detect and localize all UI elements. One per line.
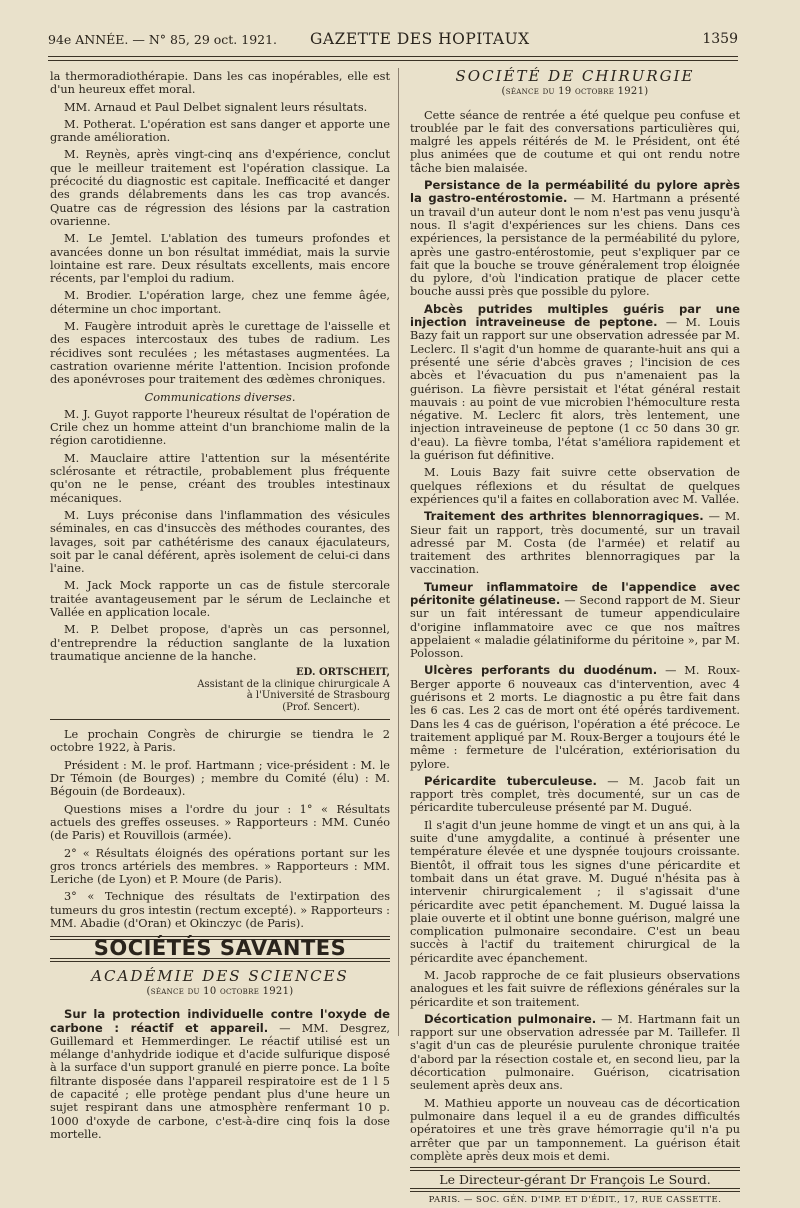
paragraph: la thermoradiothérapie. Dans les cas inopérables, elle est d'un heureux effet moral.	[50, 70, 390, 97]
article-body: — M. Hartmann fait un rapport sur une observation adressée par M. Taillefer. Il s'agit d'un cas de pleurésie purulente chronique traitée d'abord par la résection costale et, en second lieu, par la décortication pulmonaire. Guérison, cicatrisation seulement après deux ans.	[410, 1012, 740, 1093]
subsection-heading: Communications diverses.	[144, 390, 296, 404]
paragraph: M. J. Guyot rapporte l'heureux résultat de l'opération de Crile chez un homme atteint d'un branchiome malin de la région carotidienne.	[50, 407, 390, 448]
paragraph: Président : M. le prof. Hartmann ; vice-président : M. le Dr Témoin (de Bourges) ; membre du Comité (élu) : M. Bégouin (de Bordeaux).	[50, 758, 390, 799]
paragraph: M. Le Jemtel. L'ablation des tumeurs profondes et avancées donne un bon résultat immédiat, mais la survie lointaine est rare. Deux résultats excellents, mais encore récents, par l'emploi du radium.	[50, 232, 390, 286]
director-line: Le Directeur-gérant Dr François Le Sourd.	[439, 1172, 711, 1188]
paragraph: M. Jacob rapproche de ce fait plusieurs observations analogues et les fait suivre de réflexions générales sur la péricardite et son traitement.	[410, 969, 740, 1009]
society-title: ACADÉMIE DES SCIENCES	[91, 966, 349, 985]
paragraph: M. Luys préconise dans l'inflammation des vésicules séminales, en cas d'insuccès des méthodes courantes, des lavages, soit par cathétérisme des canaux éjaculateurs, soit par le canal déférent, après isolement de celui-ci dans l'aine.	[50, 508, 390, 576]
article-title: Tumeur inflammatoire de l'appendice avec péritonite gélatineuse.	[410, 579, 740, 607]
paragraph: M. Mathieu apporte un nouveau cas de décortication pulmonaire dans lequel il a eu de grandes difficultés opératoires et une très grave hémorragie qu'il n'a pu arrêter que par un tamponnement. La guérison était complète après deux mois et demi.	[410, 1096, 740, 1163]
article-title: Ulcères perforants du duodénum.	[424, 663, 658, 678]
article	[410, 775, 740, 815]
paragraph: Il s'agit d'un jeune homme de vingt et un ans qui, à la suite d'une amygdalite, a continué à présenter une température élevée et une dyspnée toujours croissante. Bientôt, il offrait tous les signes d'une péricardite et tombait dans un état grave. M. Dugué n'hésita pas à intervenir chirurgicalement ; il s'agissait d'une péricardite avec petit épanchement. M. Dugué laissa la plaie ouverte et il obtint une bonne guérison, malgré une complication pulmonaire secondaire. C'est un beau succès à l'actif du traitement chirurgical de la péricardite avec épanchement.	[410, 818, 740, 965]
article	[410, 581, 740, 661]
section-title: SOCIÉTÉS SAVANTES	[93, 936, 347, 961]
article-title: Décortication pulmonaire.	[424, 1011, 597, 1026]
paragraph: M. Brodier. L'opération large, chez une femme âgée, détermine un choc important.	[50, 289, 390, 316]
left-column	[50, 70, 390, 1145]
article	[50, 1008, 390, 1141]
article-title: Péricardite tuberculeuse.	[424, 773, 597, 788]
page-header	[48, 30, 738, 52]
printer-line: PARIS. — SOC. GÉN. D'IMP. ET D'ÉDIT., 17, RUE CASSETTE.	[428, 1195, 722, 1206]
signature-line: Assistant de la clinique chirurgicale A	[197, 678, 390, 690]
article-body: — M. Sieur fait un rapport, très documenté, sur un travail adressé par M. Costa (de l'armée) et relatif au traitement des arthrites blennorragiques par la vaccination.	[410, 510, 740, 577]
header-rule	[48, 56, 738, 57]
header-rule-2	[48, 60, 738, 61]
article-title: Abcès putrides multiples guéris par une injection intraveineuse de peptone.	[410, 301, 740, 330]
right-column	[410, 67, 741, 1208]
paragraph: 2° « Résultats éloignés des opérations portant sur les gros troncs artériels des membres. » Rapporteurs : MM. Leriche (de Lyon) et P. Moure (de Paris).	[50, 846, 390, 887]
article	[410, 664, 740, 770]
column-divider	[398, 68, 399, 1036]
signature-name: ED. ORTSCHEIT,	[296, 667, 390, 679]
paragraph: M. Potherat. L'opération est sans danger et apporte une grande amélioration.	[50, 117, 390, 145]
article	[410, 1013, 740, 1093]
paragraph: M. Louis Bazy fait suivre cette observation de quelques réflexions et du résultat de quelques expériences qu'il a faites en collaboration avec M. Vallée.	[410, 466, 740, 506]
signature-line: à l'Université de Strasbourg	[246, 690, 390, 702]
paragraph: Cette séance de rentrée a été quelque peu confuse et troublée par le fait des conversations particulières qui, malgré les appels réitérés de M. le Président, ont été plus animées que de coutume et qui ont rendu notre tâche bien malaisée.	[410, 108, 740, 175]
article-title: Sur la protection individuelle contre l'oxyde de carbone : réactif et appareil.	[50, 1007, 390, 1035]
signature-line: (Prof. Sencert).	[282, 701, 360, 713]
article-body: — M. Roux-Berger apporte 6 nouveaux cas d'intervention, avec 4 guérisons et 2 morts. Le diagnostic a pu être fait dans les 6 cas. Les 2 cas de mort ont été opérés tardivement. Dans les 4 cas de guérison, l'opération a été précoce. Le traitement appliqué par M. Roux-Berger a toujours été le même : fermeture de l'ulcération, extériorisation du pylore.	[410, 664, 740, 771]
journal-title: GAZETTE DES HOPITAUX	[310, 30, 530, 48]
footer-rule	[410, 1167, 740, 1171]
article-title: Traitement des arthrites blennorragiques.	[424, 509, 704, 524]
footer-rule	[410, 1188, 740, 1192]
paragraph: M. Faugère introduit après le curettage de l'aisselle et des espaces intercostaux des tubes de radium. Les récidives sont reculées ; les métastases augmentées. La castration ovarienne mérite l'attention. Incision profonde des aponévroses pour traitement des œdèmes chroniques.	[50, 320, 390, 387]
article-title: Persistance de la perméabilité du pylore après la gastro-entérostomie.	[410, 178, 740, 206]
article-body: — M. Hartmann a présenté un travail d'un auteur dont le nom n'est pas venu jusqu'à nous. Il s'agit d'expériences sur les chiens. Dans ces expériences, la persistance de la perméabilité du pylore, après une gastro-entérostomie, peut s'expliquer par ce fait que la bouche se trouve généralement trop éloignée du pylore, d'où l'indication pratique de placer cette bouche aussi près que possible du pylore.	[410, 192, 740, 299]
seance-date: (séance du 10 octobre 1921)	[146, 985, 294, 997]
article	[410, 303, 740, 463]
paragraph: Le prochain Congrès de chirurgie se tiendra le 2 octobre 1922, à Paris.	[50, 728, 390, 755]
paragraph: M. Mauclaire attire l'attention sur la mésentérite sclérosante et rétractile, probablement plus fréquente qu'on ne le pense, créant des troubles intestinaux mécaniques.	[50, 451, 390, 505]
paragraph: Questions mises a l'ordre du jour : 1° « Résultats actuels des greffes osseuses. » Rapporteurs : MM. Cunéo (de Paris) et Rouvillois (armée).	[50, 802, 390, 843]
article	[410, 510, 740, 576]
seance-date: (séance du 19 octobre 1921)	[501, 86, 649, 98]
separator	[50, 719, 390, 720]
society-title: SOCIÉTÉ DE CHIRURGIE	[455, 67, 695, 85]
paragraph: M. Reynès, après vingt-cinq ans d'expérience, conclut que le meilleur traitement est l'opération classique. La précocité du diagnostic est capitale. Inefficacité et danger des grands délabrements dans les cas trop avancés. Quatre cas de régression des lésions par la castration ovarienne.	[50, 148, 390, 228]
article	[410, 179, 740, 299]
article-body: — M. Jacob fait un rapport très complet, très documenté, sur un cas de péricardite tuberculeuse présenté par M. Dugué.	[410, 774, 741, 815]
issue-info: 94e ANNÉE. — N° 85, 29 oct. 1921.	[48, 32, 278, 47]
paragraph: M. Jack Mock rapporte un cas de fistule stercorale traitée avantageusement par le sérum de Leclainche et Vallée en application locale.	[50, 579, 390, 619]
page-number: 1359	[702, 31, 738, 47]
article-body: — M. Louis Bazy fait un rapport sur une observation adressée par M. Leclerc. Il s'agit d'un homme de quarante-huit ans qui a présenté une série d'abcès graves ; l'incision de ces abcès et l'évacuation du pus n'amenaient pas la guérison. La fièvre persistait et l'état général restait mauvais : au point de vue microbien l'hémoculture resta négative. M. Leclerc fit alors, très lentement, une injection intraveineuse de peptone (1 cc 50 dans 30 gr. d'eau). La fièvre tomba, l'état s'améliora rapidement et la guérison fut définitive.	[410, 316, 740, 463]
author-signature	[50, 667, 390, 713]
paragraph: MM. Arnaud et Paul Delbet signalent leurs résultats.	[64, 100, 368, 114]
paragraph: 3° « Technique des résultats de l'extirpation des tumeurs du gros intestin (rectum excepté). » Rapporteurs : MM. Abadie (d'Oran) et Okinczyc (de Paris).	[50, 890, 390, 931]
article-body: — MM. Desgrez, Guillemard et Hemmerdinger. Le réactif utilisé est un mélange d'anhydride iodique et d'acide sulfurique disposé à la surface d'un support granulé en pierre ponce. La boîte filtrante disposée dans l'appareil respiratoire est de 1 l 5 de capacité ; elle protège pendant plus d'une heure un sujet respirant dans une atmosphère renfermant 10 p. 1000 d'oxyde de carbone, c'est-à-dire cinq fois la dose mortelle.	[50, 1021, 390, 1141]
paragraph: M. P. Delbet propose, d'après un cas personnel, d'entreprendre la réduction sanglante de la luxation traumatique ancienne de la hanche.	[50, 623, 390, 663]
article-body: — Second rapport de M. Sieur sur un fait intéressant de tumeur appendiculaire d'origine inflammatoire avec ce que nos maîtres appelaient « maladie gélatiniforme du péritoine », par M. Polosson.	[410, 593, 741, 661]
